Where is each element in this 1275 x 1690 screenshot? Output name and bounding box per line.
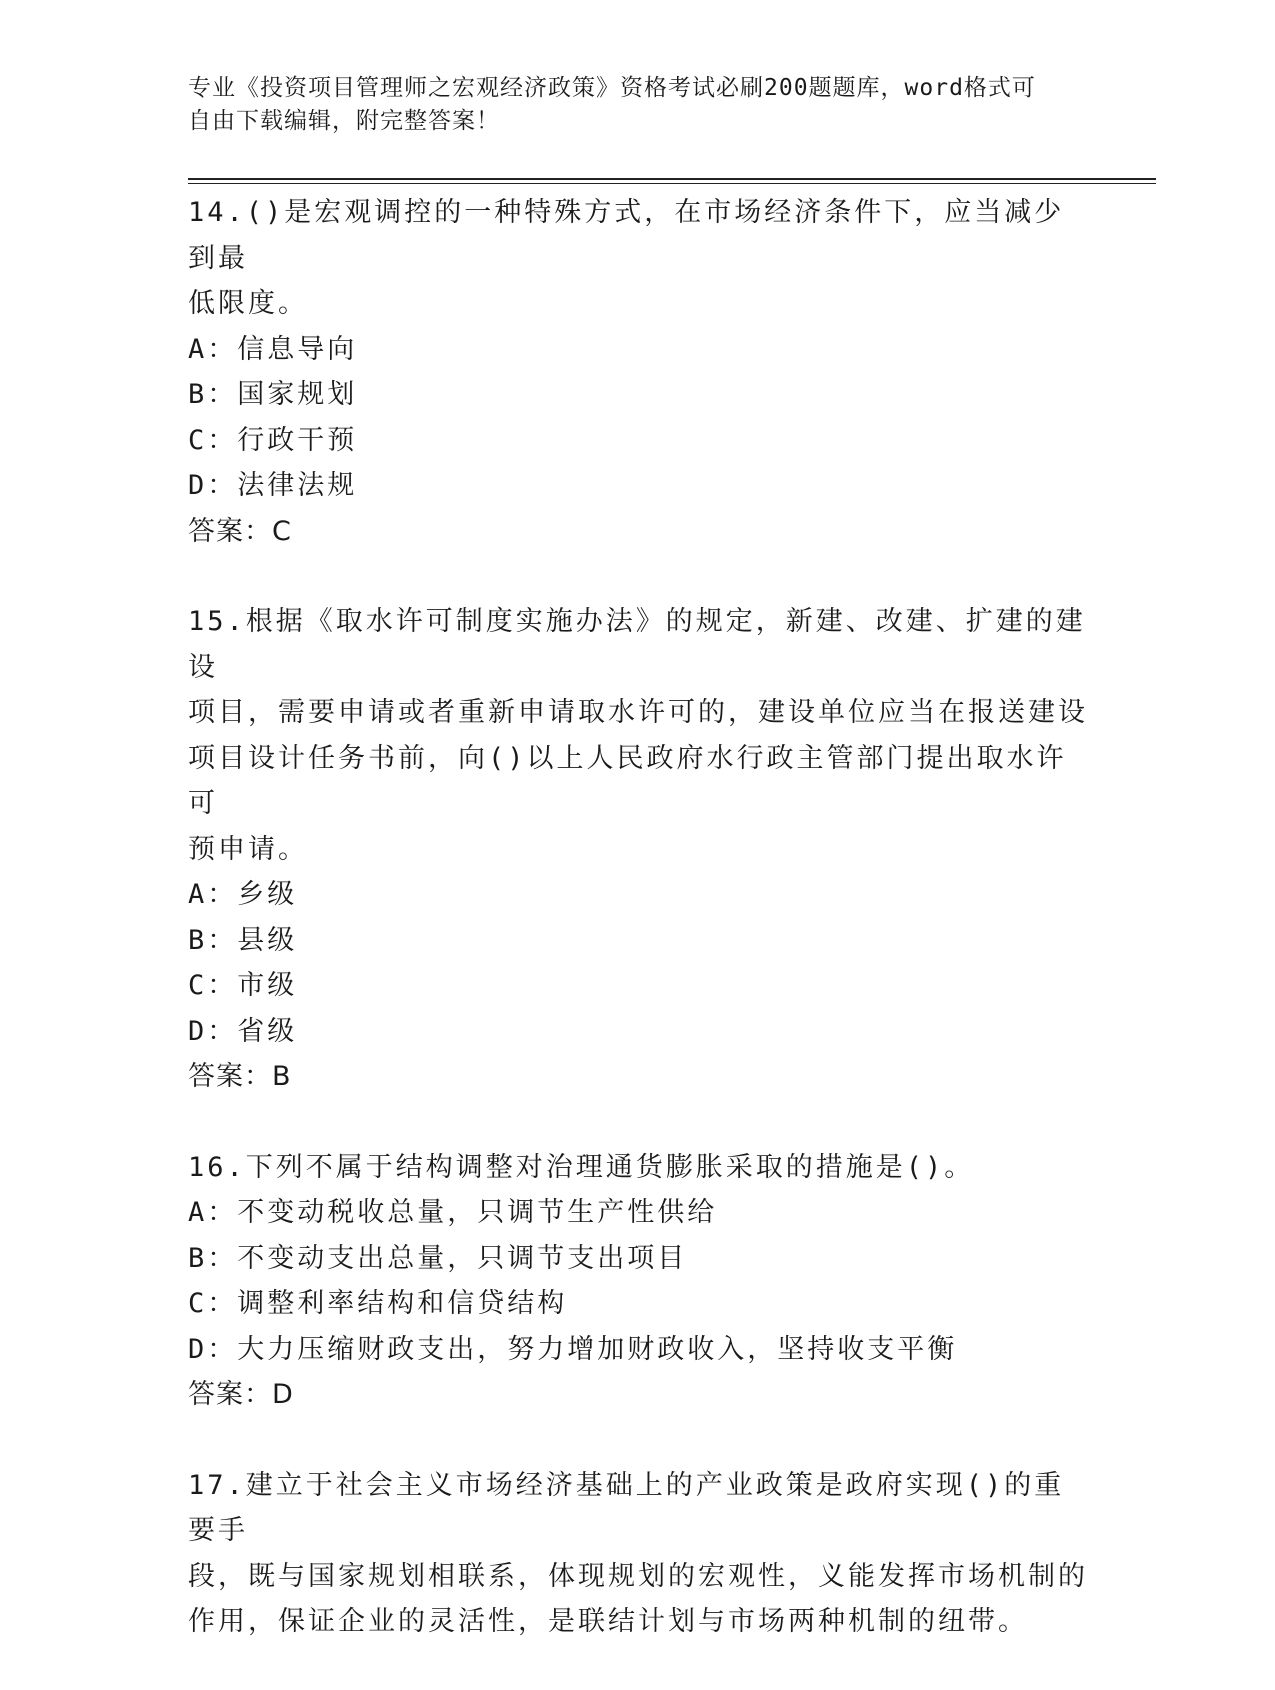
question-text-line: 14.()是宏观调控的一种特殊方式，在市场经济条件下，应当减少到最 — [188, 197, 1065, 274]
question-text-line: 预申请。 — [188, 833, 308, 865]
question-text-line: 项目设计任务书前，向()以上人民政府水行政主管部门提出取水许可 — [188, 742, 1067, 819]
header-divider-thin — [188, 183, 1156, 184]
question-text-line: 作用，保证企业的灵活性，是联结计划与市场两种机制的纽带。 — [188, 1606, 1028, 1637]
document-header — [188, 72, 1068, 138]
option-b: B：国家规划 — [188, 379, 358, 410]
question-text-line: 15.根据《取水许可制度实施办法》的规定，新建、改建、扩建的建设 — [188, 606, 1086, 683]
option-d: D：法律法规 — [188, 470, 358, 501]
question-text-line: 项目，需要申请或者重新申请取水许可的，建设单位应当在报送建设 — [188, 697, 1088, 728]
option-c: C：市级 — [188, 970, 298, 1001]
answer-line: 答案：D — [188, 1379, 294, 1410]
header-line-1: 专业《投资项目管理师之宏观经济政策》资格考试必刷200题题库，word格式可 — [188, 75, 1036, 101]
option-b: B：不变动支出总量，只调节支出项目 — [188, 1242, 688, 1274]
option-a: A：不变动税收总量，只调节生产性供给 — [188, 1197, 718, 1228]
question-14 — [188, 190, 1088, 554]
question-text-line: 17.建立于社会主义市场经济基础上的产业政策是政府实现()的重要手 — [188, 1469, 1065, 1546]
question-15 — [188, 599, 1088, 1100]
question-text-line: 段，既与国家规划相联系，体现规划的宏观性，义能发挥市场机制的 — [188, 1560, 1088, 1592]
question-text-line: 低限度。 — [188, 288, 308, 319]
option-a: A：乡级 — [188, 879, 298, 910]
question-17 — [188, 1463, 1088, 1645]
header-line-2: 自由下载编辑，附完整答案！ — [188, 108, 500, 134]
answer-line: 答案：C — [188, 515, 292, 547]
option-c: C：调整利率结构和信贷结构 — [188, 1288, 568, 1319]
option-a: A：信息导向 — [188, 333, 358, 365]
question-text-line: 16.下列不属于结构调整对治理通货膨胀采取的措施是()。 — [188, 1151, 975, 1183]
option-d: D：省级 — [188, 1015, 298, 1047]
option-d: D：大力压缩财政支出，努力增加财政收入，坚持收支平衡 — [188, 1333, 958, 1365]
question-16 — [188, 1145, 1088, 1418]
question-list — [188, 190, 1088, 1690]
header-divider — [188, 178, 1156, 180]
option-c: C：行政干预 — [188, 424, 358, 456]
answer-line: 答案：B — [188, 1061, 292, 1092]
option-b: B：县级 — [188, 924, 298, 956]
